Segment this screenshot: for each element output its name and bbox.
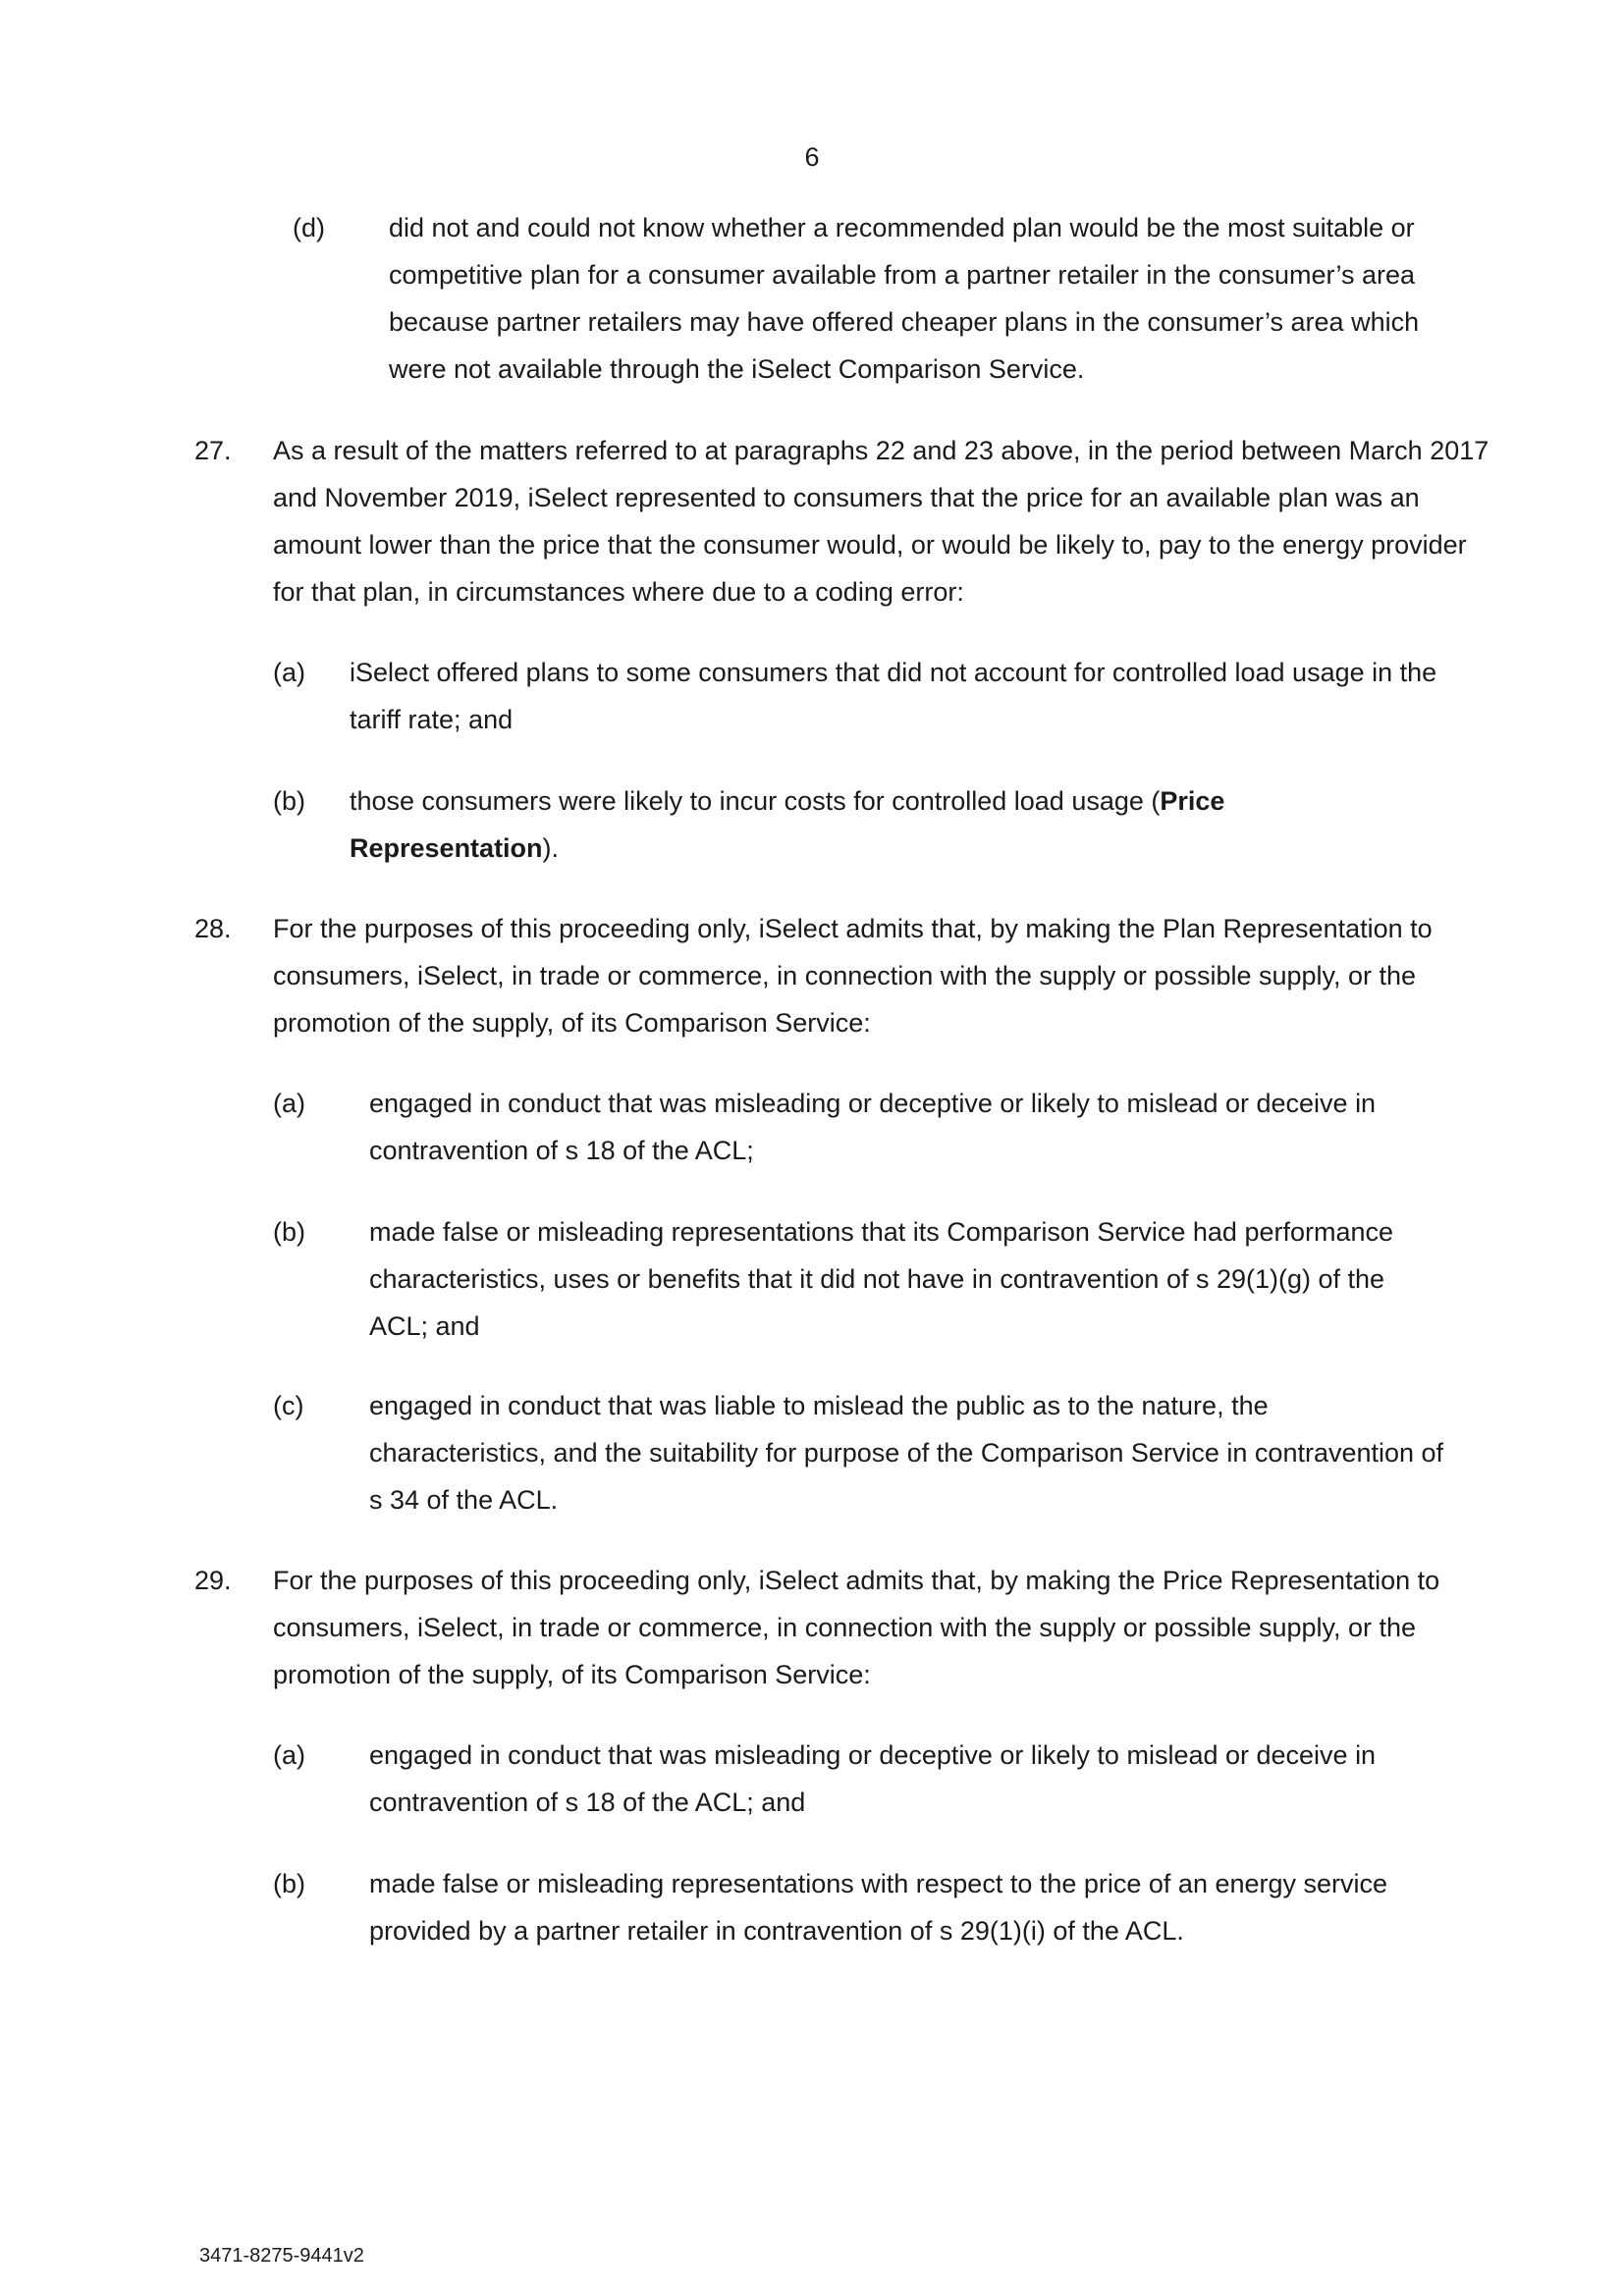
paragraph-27-a: [0, 649, 1624, 743]
paragraph-text: For the purposes of this proceeding only, iSelect admits that, by making the Price Representation to consumers, iSelect, in trade or commerce, in connection with the supply or possible supply, or the promotion of the supply, of its Comparison Service:: [273, 1566, 1440, 1689]
page-number: 6: [804, 142, 820, 172]
paragraph-29-a: [0, 1732, 1624, 1826]
paragraph-29-b: [0, 1860, 1624, 1954]
paragraph-27-b: [0, 777, 1624, 872]
paragraph-text: As a result of the matters referred to at paragraphs 22 and 23 above, in the period between March 2017 and November 2019, iSelect represented to consumers that the price for an available plan was an amount lower than the price that the consumer would, or would be likely to, pay to the energy provider for that plan, in circumstances where due to a coding error:: [273, 436, 1489, 607]
subparagraph-label: (b): [273, 1869, 305, 1898]
paragraph-number: 29.: [194, 1566, 232, 1595]
subparagraph-text: iSelect offered plans to some consumers that did not account for controlled load usage in the tariff rate; and: [350, 658, 1437, 734]
subparagraph-label: (d): [293, 213, 325, 242]
subparagraph-text: [350, 777, 1331, 872]
paragraph-27: [0, 427, 1624, 615]
subparagraph-text: did not and could not know whether a recommended plan would be the most suitable or competitive plan for a consumer available from a partner retailer in the consumer’s area because partner retailers may have offered cheaper plans in the consumer’s area which were not available through the iSelect Comparison Service.: [389, 213, 1420, 384]
subparagraph-label: (a): [273, 658, 305, 687]
document-reference: 3471-8275-9441v2: [199, 2245, 364, 2267]
subparagraph-label: (b): [273, 786, 305, 816]
paragraph-28: [0, 905, 1624, 1046]
paragraph-number: 27.: [194, 436, 232, 465]
paragraph-text: For the purposes of this proceeding only, iSelect admits that, by making the Plan Representation to consumers, iSelect, in trade or commerce, in connection with the supply or possible supply, or the promotion of the supply, of its Comparison Service:: [273, 914, 1433, 1038]
subparagraph-label: (a): [273, 1740, 305, 1770]
subparagraph-text: engaged in conduct that was misleading or deceptive or likely to mislead or deceive in contravention of s 18 of the ACL; and: [369, 1740, 1377, 1817]
subparagraph-label: (c): [273, 1391, 304, 1420]
defined-term-price-representation: Price Representation: [350, 786, 1225, 863]
subparagraph-text: made false or misleading representations that its Comparison Service had performance characteristics, uses or benefits that it did not have in contravention of s 29(1)(g) of the ACL; and: [369, 1217, 1394, 1341]
subparagraph-d: [0, 204, 1624, 393]
subparagraph-text: made false or misleading representations with respect to the price of an energy service provided by a partner retailer in contravention of s 29(1)(i) of the ACL.: [369, 1869, 1388, 1946]
subparagraph-label: (a): [273, 1089, 305, 1118]
paragraph-29: [0, 1557, 1624, 1698]
subparagraph-text: engaged in conduct that was liable to mislead the public as to the nature, the characteristics, and the suitability for purpose of the Comparison Service in contravention of s 34 of the ACL.: [369, 1391, 1444, 1515]
paragraph-28-a: [0, 1080, 1624, 1174]
paragraph-28-c: [0, 1382, 1624, 1523]
subparagraph-label: (b): [273, 1217, 305, 1247]
subparagraph-text: engaged in conduct that was misleading or deceptive or likely to mislead or deceive in contravention of s 18 of the ACL;: [369, 1089, 1377, 1165]
text-before: those consumers were likely to incur costs for controlled load usage (: [350, 786, 1161, 816]
text-after: ).: [542, 833, 560, 863]
paragraph-28-b: [0, 1208, 1624, 1350]
paragraph-number: 28.: [194, 914, 232, 943]
